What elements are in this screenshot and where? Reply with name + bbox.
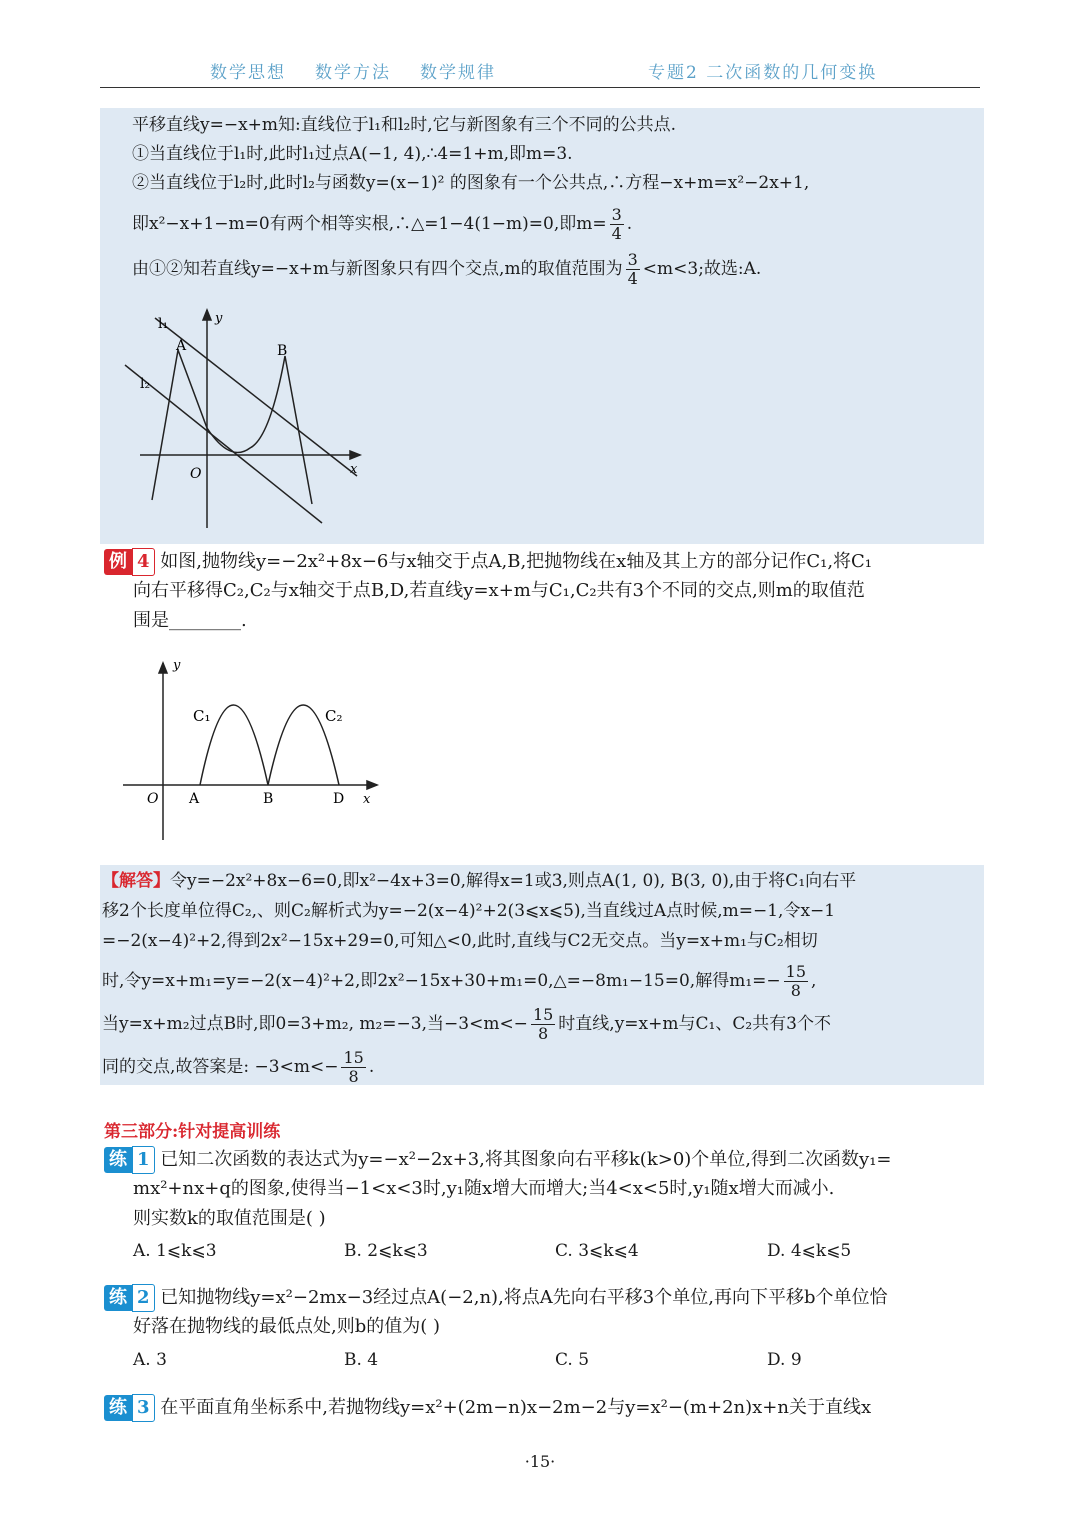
p1-option-b[interactable]: B. 2⩽k⩽3 bbox=[344, 1241, 428, 1261]
ans4-text-6: 同的交点,故答案是: −3<m<− bbox=[102, 1057, 339, 1077]
sol3-line-5-text: 由①②知若直线y=−x+m与新图象只有四个交点,m的取值范围为 bbox=[132, 259, 623, 279]
fig1-x-arrow bbox=[350, 451, 360, 459]
fig1-label-l2: l₂ bbox=[140, 376, 151, 392]
p2-line-1 bbox=[104, 1284, 887, 1312]
sol3-line-4-end: . bbox=[626, 214, 633, 234]
answer-box-4 bbox=[100, 865, 984, 1085]
frac-den: 4 bbox=[611, 224, 622, 243]
p2-option-b[interactable]: B. 4 bbox=[344, 1350, 379, 1370]
ex4-number: 4 bbox=[132, 548, 155, 576]
p1-option-a[interactable]: A. 1⩽k⩽3 bbox=[133, 1241, 217, 1261]
fig1-label-b: B bbox=[277, 343, 288, 359]
p1-option-d[interactable]: D. 4⩽k⩽5 bbox=[767, 1241, 852, 1261]
ans4-line-5 bbox=[102, 1006, 831, 1043]
p1-line-1 bbox=[104, 1146, 892, 1174]
ans4-line-6 bbox=[102, 1049, 374, 1086]
header-rule bbox=[100, 87, 980, 88]
fig2-label-o: O bbox=[147, 791, 159, 807]
fraction-15-8-b bbox=[531, 1006, 555, 1043]
sol3-line-5 bbox=[132, 251, 761, 288]
fig2-label-c1: C₁ bbox=[193, 707, 211, 725]
fig1-label-a: A bbox=[176, 338, 187, 354]
p2-line-2: 好落在抛物线的最低点处,则b的值为( ) bbox=[133, 1316, 441, 1337]
fig1-label-l1: l₁ bbox=[158, 316, 169, 332]
fig2-x-arrow bbox=[367, 781, 377, 789]
frac-den: 8 bbox=[538, 1024, 549, 1043]
sol3-line-3: ②当直线位于l₂时,此时l₂与函数y=(x−1)² 的图象有一个公共点,∴方程−x+m=x²−2x+1, bbox=[132, 173, 810, 193]
fraction-3-4 bbox=[610, 206, 624, 243]
ans4-line-3: =−2(x−4)²+2,得到2x²−15x+29=0,可知△<0,此时,直线与C2无交点。当y=x+m₁与C₂相切 bbox=[102, 931, 818, 951]
p3-text-1: 在平面直角坐标系中,若抛物线y=x²+(2m−n)x−2m−2与y=x²−(m+2n)x+n关于直线x bbox=[160, 1397, 872, 1418]
fig2-label-y: y bbox=[173, 658, 181, 673]
ex4-text-1: 如图,抛物线y=−2x²+8x−6与x轴交于点A,B,把抛物线在x轴及其上方的部分记作C₁,将C₁ bbox=[160, 551, 873, 572]
p1-number: 1 bbox=[132, 1146, 155, 1174]
frac-num: 15 bbox=[785, 962, 806, 981]
fig1-label-o: O bbox=[190, 466, 202, 482]
header-left-3: 数学规律 bbox=[420, 63, 496, 83]
ex4-tag: 例 bbox=[104, 549, 132, 575]
p1-line-2: mx²+nx+q的图象,使得当−1<x<3时,y₁随x增大而增大;当4<x<5时,y₁随x增大而减小. bbox=[133, 1178, 835, 1199]
ex4-line-1 bbox=[104, 548, 872, 576]
ans4-text-4: 时,令y=x+m₁=y=−2(x−4)²+2,即2x²−15x+30+m₁=0,△=−8m₁−15=0,解得m₁=− bbox=[102, 971, 781, 991]
ex4-line-2: 向右平移得C₂,C₂与x轴交于点B,D,若直线y=x+m与C₁,C₂共有3个不同的交点,则m的取值范 bbox=[133, 580, 865, 601]
frac-den: 4 bbox=[627, 269, 638, 288]
header-right: 专题2 二次函数的几何变换 bbox=[648, 63, 878, 83]
sol3-line-2: ①当直线位于l₁时,此时l₁过点A(−1, 4),∴4=1+m,即m=3. bbox=[132, 144, 573, 164]
p2-option-d[interactable]: D. 9 bbox=[767, 1350, 802, 1370]
part3-title: 第三部分:针对提高训练 bbox=[104, 1122, 281, 1142]
fraction-15-8-c bbox=[341, 1049, 365, 1086]
ans4-line-1 bbox=[102, 868, 856, 894]
p2-text-1: 已知抛物线y=x²−2mx−3经过点A(−2,n),将点A先向右平移3个单位,再向下平移b个单位恰 bbox=[160, 1287, 888, 1308]
p1-option-c[interactable]: C. 3⩽k⩽4 bbox=[555, 1241, 639, 1261]
fraction-3-4-b bbox=[626, 251, 640, 288]
frac-num: 15 bbox=[532, 1005, 554, 1024]
solution-box-3 bbox=[100, 108, 984, 544]
ans4-text-1: 令y=−2x²+8x−6=0,即x²−4x+3=0,解得x=1或3,则点A(1, 0), B(3, 0),由于将C₁向右平 bbox=[170, 871, 857, 891]
frac-den: 8 bbox=[348, 1067, 359, 1086]
ex4-line-3: 围是________. bbox=[133, 610, 247, 631]
ans4-text-6-end: . bbox=[368, 1057, 375, 1077]
fig2-y-arrow bbox=[159, 663, 167, 673]
figure-1-graph bbox=[100, 298, 400, 538]
header-left-1: 数学思想 bbox=[210, 63, 286, 83]
frac-den: 8 bbox=[790, 981, 801, 1000]
fig2-label-c2: C₂ bbox=[325, 707, 343, 725]
frac-num: 15 bbox=[343, 1048, 364, 1067]
fig1-label-y: y bbox=[215, 311, 223, 326]
frac-num: 3 bbox=[627, 250, 638, 269]
page-number: ·15· bbox=[524, 1452, 556, 1471]
sol3-line-4 bbox=[132, 206, 632, 243]
fig1-y-arrow bbox=[203, 310, 211, 320]
sol3-line-4-text: 即x²−x+1−m=0有两个相等实根,∴△=1−4(1−m)=0,即m= bbox=[132, 214, 607, 234]
fig2-label-b: B bbox=[263, 791, 274, 807]
p1-tag: 练 bbox=[104, 1147, 132, 1173]
sol3-line-5-end: <m<3;故选:A. bbox=[642, 259, 762, 279]
fig2-label-x: x bbox=[363, 792, 371, 807]
p3-line-1 bbox=[104, 1394, 871, 1422]
p2-option-c[interactable]: C. 5 bbox=[555, 1350, 590, 1370]
p2-tag: 练 bbox=[104, 1285, 132, 1311]
fraction-15-8 bbox=[784, 963, 808, 1000]
p1-text-1: 已知二次函数的表达式为y=−x²−2x+3,将其图象向右平移k(k>0)个单位,得到二次函数y₁= bbox=[160, 1149, 892, 1170]
p2-option-a[interactable]: A. 3 bbox=[133, 1350, 167, 1370]
ans4-line-2: 移2个长度单位得C₂,、则C₂解析式为y=−2(x−4)²+2(3⩽x⩽5),当直线过A点时候,m=−1,令x−1 bbox=[102, 901, 836, 921]
ans4-text-5-end: 时直线,y=x+m与C₁、C₂共有3个不 bbox=[558, 1014, 831, 1034]
p3-number: 3 bbox=[132, 1394, 155, 1422]
p1-line-3: 则实数k的取值范围是( ) bbox=[133, 1208, 326, 1229]
fig1-curve bbox=[152, 350, 312, 504]
fig1-label-x: x bbox=[350, 462, 358, 477]
fig2-label-a: A bbox=[189, 791, 200, 807]
ans4-text-5: 当y=x+m₂过点B时,即0=3+m₂, m₂=−3,当−3<m<− bbox=[102, 1014, 528, 1034]
ans4-line-4 bbox=[102, 963, 816, 1000]
fig1-line-l2 bbox=[125, 365, 322, 523]
fig2-label-d: D bbox=[333, 791, 345, 807]
p3-tag: 练 bbox=[104, 1395, 132, 1421]
sol3-line-1: 平移直线y=−x+m知:直线位于l₁和l₂时,它与新图象有三个不同的公共点. bbox=[132, 115, 677, 135]
frac-num: 3 bbox=[611, 205, 622, 224]
p2-number: 2 bbox=[132, 1284, 155, 1312]
header-left-2: 数学方法 bbox=[315, 63, 391, 83]
ans4-tag: 【解答】 bbox=[102, 871, 170, 891]
figure-2-graph bbox=[115, 655, 395, 845]
ans4-text-4-end: , bbox=[811, 971, 817, 991]
